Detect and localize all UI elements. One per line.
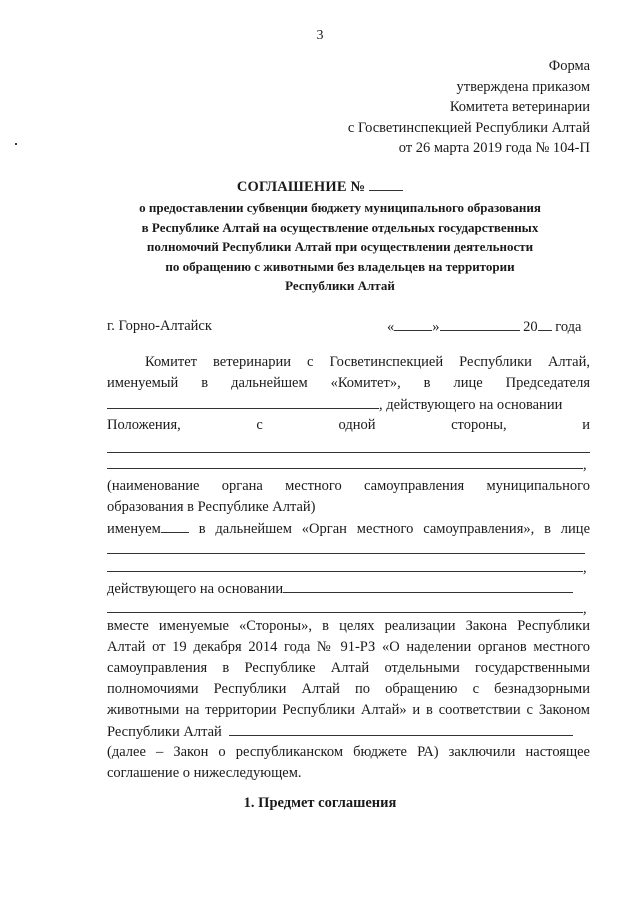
authority-blank: [107, 454, 583, 469]
body-line: ,: [107, 557, 590, 577]
place: г. Горно-Алтайск: [107, 318, 212, 334]
blank-line: [107, 452, 590, 453]
body-line: , действующего на основании: [107, 394, 590, 414]
body-line: Республики Алтай: [107, 721, 590, 741]
subtitle-line: полномочий Республики Алтай при осуществлении деятельности: [146, 239, 534, 254]
approval-line: утверждена приказом: [456, 78, 590, 95]
body-line: именуем в дальнейшем «Орган местного самоуправления», в лице: [107, 518, 590, 538]
body-line: полномочиями Республики Алтай по обращению с безнадзорными: [107, 681, 590, 697]
blank-line: [107, 553, 585, 554]
person-blank: [107, 557, 583, 572]
basis-blank-2: [107, 598, 583, 613]
body-line: действующего на основании: [107, 578, 590, 598]
approval-line: Форма: [548, 58, 590, 74]
month-blank: [440, 316, 520, 331]
body-line: вместе именуемые «Стороны», в целях реализации Закона Республики: [107, 618, 590, 634]
budget-law-blank: [229, 721, 573, 736]
subtitle-line: Республики Алтай: [285, 278, 395, 293]
page-number: 3: [316, 28, 324, 43]
subtitle-line: о предоставлении субвенции бюджету муниципального образования: [139, 200, 541, 215]
document-subtitle: [95, 198, 585, 296]
body-line: Комитет ветеринарии с Госветинспекцией Республики Алтай,: [145, 354, 590, 370]
title-text: СОГЛАШЕНИЕ №: [236, 179, 366, 195]
ending-blank: [161, 518, 189, 533]
approval-line: Комитета ветеринарии: [449, 99, 590, 115]
subtitle-line: в Республике Алтай на осуществление отдельных государственных: [141, 219, 539, 235]
approval-line: с Госветинспекцией Республики Алтай: [347, 119, 590, 136]
date-field: « » 20 года: [387, 316, 581, 337]
body-line: Положения, с одной стороны, и: [107, 417, 590, 433]
body-line: ,: [107, 454, 590, 474]
basis-blank: [283, 578, 573, 593]
body-line: соглашение о нижеследующем.: [107, 765, 302, 781]
body-line: образования в Республике Алтай): [107, 499, 316, 515]
document-title: [0, 176, 640, 196]
chairman-blank: [107, 394, 379, 409]
body-line: Алтай от 19 декабря 2014 года № 91-РЗ «О наделении органов местного: [107, 639, 590, 655]
day-blank: [394, 316, 432, 331]
place-date-row: [107, 316, 590, 336]
number-blank: [369, 176, 403, 191]
body-line: (далее – Закон о республиканском бюджете РА) заключили настоящее: [107, 744, 590, 760]
approval-line: от 26 марта 2019 года № 104-П: [398, 140, 590, 156]
year-blank: [538, 316, 552, 331]
scan-speck: [15, 143, 17, 145]
subtitle-line: по обращению с животными без владельцев на территории: [165, 258, 515, 274]
body-line: животными на территории Республики Алтай» и в соответствии с Законом: [107, 702, 590, 718]
section-heading: 1. Предмет соглашения: [243, 795, 397, 811]
approval-stamp: [348, 56, 590, 159]
body-line: (наименование органа местного самоуправления муниципального: [107, 478, 590, 494]
body-line: самоуправления в Республике Алтай отдельными государственными: [107, 660, 590, 676]
body-line: ,: [107, 598, 590, 618]
body-line: именуемый в дальнейшем «Комитет», в лице Председателя: [107, 375, 590, 391]
